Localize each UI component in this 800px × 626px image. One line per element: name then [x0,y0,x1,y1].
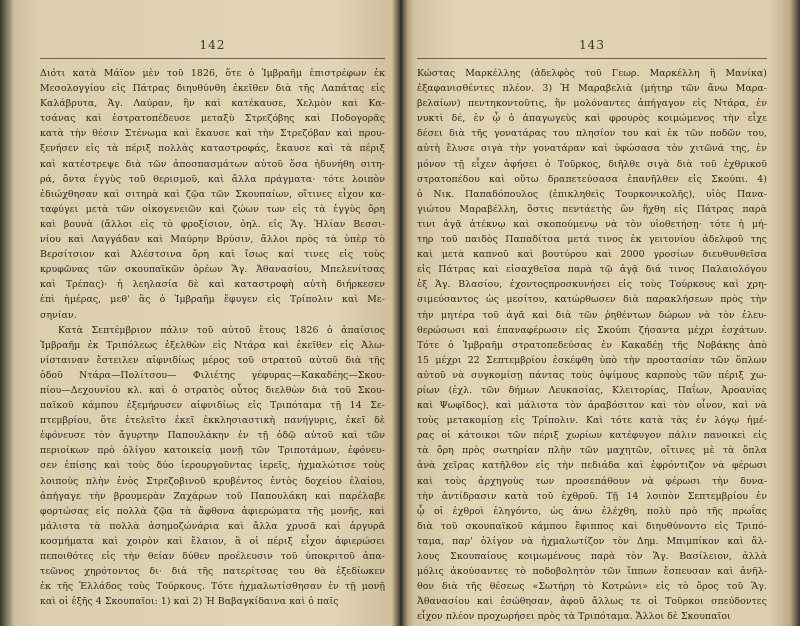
text-line: εἰς Πάτρας καὶ εἰσαχθεῖσα παρὰ τῷ ἀγᾷ διά τινος Παλαιολόγου [417,264,767,276]
text-line: κρυφῶνας τῶν σκουπαϊκῶν ὀρέων Ἅγ. Ἀθανασίου, Μπελενίτσας [40,264,385,276]
text-line: ἐπὶ ἡμέρας, μεθ' ἃς ὁ Ἰμβραῆμ ἔφυγεν εἰς Τρίπολιν καὶ Με- [40,294,385,306]
text-line: Κώστας Μαρκέλλης (ἀδελφὸς τοῦ Γεωρ. Μαρκέλλη ἢ Μανίκα) [417,68,767,79]
text-line: θον διὰ τῆς θέσεως «Σωτήρη τὸ Κοτρώνι» εἰς τὸ ὄρος τοῦ Ἅγ. [417,581,767,593]
text-line: φορτώσας εἰς πολλὰ ζῷα τὰ ἄφθονα ἀφιερώματα τῆς μονῆς, καὶ [40,505,385,517]
text-line: δέσει διὰ τῆς γονατάρας του πλησίον του καὶ ἐκ τῶν ποδῶν του, [417,128,767,140]
page-number: 143 [579,38,605,52]
text-line: Ἀθανασίου καὶ ἐσώθησαν, ἀφοῦ ἄλλως τε οἱ Τοῦρκοι σπεύδοντες [417,596,767,608]
text-line: καὶ Ψωφῖδος), καὶ μάλιστα τὸν ἀραβόσιτον καὶ τὸν οἶνον, καὶ νὰ [417,400,767,412]
text-line: λοιποὺς πλὴν ἐνὸς Στρεζοβινοῦ κρυβέντος ἐντὸς δοχείου ἐλαίου, [40,475,385,487]
left-page [40,0,385,626]
text-line: Βερσίτσιον καὶ Ἀλέστσινα ὄρη καὶ ἴσως καί τινες εἰς τοὺς [40,249,385,261]
text-line: βελαίων) πεντηκοντοῦτις, ἣν μολόναντες ἀπήγαγον εἰς Ντάρα, ἐν [417,98,767,110]
text-line: ἐξαφανισθέντες πλέον. 3) Ἡ Μαραβελιὰ (μήτηρ τῶν ἄνω Μαρα- [417,83,767,95]
text-line: Μεσολογγίου εἰς Πάτρας διηυθύνθη ἐκεῖθεν διὰ τῆς Λαπάτας εἰς [40,83,385,95]
text-line: ὁ Νικ. Παπαδόπουλος (ἐπικληθεὶς Τουρκονικολῆς), υἱὸς Πανα- [417,188,767,200]
text-line: περιοίκων πρὸ ὀλίγου κατοικείᾳ μονῇ τῶν Τριποτάμων, ἐφόνευ- [40,445,385,457]
text-line: νίου καὶ Λαγγάδαν καὶ Μαύρην Βρύσιν, ἄλλοι πρὸς τὰ ὑπὲρ τὸ [40,234,385,246]
text-line: ρά, ὄντα ἐγγὺς τοῦ θερισμοῦ, καὶ ἄλλα πράγματα· τότε λοιπὸν [40,173,385,185]
text-line: εἶχον πλέον προχωρήσει πρὸς τὰ Τριπόταμα. Ἄλλοι δὲ Σκουπαῖοι [417,611,731,623]
text-line: ἐξ Ἁγ. Βλασίου, ἐχοντοςπροσκυνήσει εἰς τοὺς Τούρκους καὶ χρη- [417,279,767,291]
text-line: Διότι κατὰ Μάϊον μὲν τοῦ 1826, ὅτε ὁ Ἰμβραῆμ ἐπιστρέφων ἐκ [40,68,385,79]
text-line: καὶ μετὰ καπνοῦ καὶ βουτύρου καὶ 2000 γροσίων διευθυνθεῖσα [417,249,767,261]
text-line: ἀνὰ χεῖρας κατῆλθον εἰς τὴν πεδιάδα καὶ ἐφρόντιζον νὰ φέρωσι [417,460,767,472]
text-line: τσάνας καὶ ἐστρατοπέδευσε μεταξὺ Στρεζόβης καὶ Ποδογορᾶς [40,113,385,125]
text-line: θερώσωσι καὶ ἐπαναφέρωσιν εἰς Σκούπι ζήσαντα μέχρι ἐσχάτων. [417,324,767,336]
text-line: Τότε ὁ Ἰμβραῆμ στρατοπεδεύσας ἐν Κακαδέῃ τῆς Νοβάκης ἀπὸ [417,339,767,351]
text-line: τὰ ὄρη πρὸς σωτηρίαν πλὴν τῶν μαχητῶν, οἵτινες μὲ τὰ ὅπλα [417,445,767,457]
text-line: μόνον τῇ εἶχεν ἀφήσει ὁ Τοῦρκος, διῆλθε σιγὰ διὰ τοῦ ἐχθρικοῦ [417,158,767,170]
text-line: τὴν μητέρα τοῦ ἀγᾶ καὶ διὰ τῶν ῥηθέντων δώρων νὰ τὸν ἐλευ- [417,309,767,321]
text-line: τινι ἀγᾷ ἀτέκνῳ καὶ σκοπούμενῳ νὰ τὸν υἱοθετήσῃ· τότε ἡ μή- [417,218,767,230]
page-text [417,66,767,624]
text-line: νίσταιναν ἔστειλεν αἰφνιδίως μέρος τοῦ στρατοῦ αὐτοῦ διὰ τῆς [40,354,385,366]
header-rule [417,58,767,59]
text-line: καὶ τοὺς ἀρχηγοὺς των προσεπάθουν νὰ φέρωσι τὴν δυνα- [417,475,767,487]
text-line: γιώτου Μαραβέλλη, ὅστις πεντάετὴς ὢν ἤχθη εἰς Πάτρας παρὰ [417,203,767,215]
text-line: καὶ βουνὰ (ἄλλοι εἰς τὸ φροξίσιον, ὀηλ. εἰς Ἅγ. Ἠλίαν Βεσσι- [40,218,385,230]
text-line: τεῶνος χηρότοντος δι· διὰ τῆς πατερίτσας του θὰ ἐξεδίωκεν [40,566,385,578]
text-line: κοσμήματα καὶ χοιρὸν καὶ ἔλαιον, ἃ οἱ πέριξ εἶχον ἀφιερώσει [40,535,385,547]
text-line: πεποιθότες εἰς τὴν θείαν δύθεν προέλευσιν τοῦ ὑποκριτοῦ ἀπα- [40,551,385,562]
text-line: Καλάβρυτα, Ἁγ. Λαύραν, ἣν καὶ κατέκαυσε, Χελμὸν καὶ Κα- [40,98,385,110]
text-line: σεν ἐπίσης καὶ τοὺς δύο ἱερουργοῦντας ἱερεῖς, ἠχμαλώτισε τοὺς [40,460,385,472]
page-text [40,66,385,609]
text-line: πίου—Δεχουνίου κλ. καὶ ὁ στρατὸς οὗτος διελθὼν διὰ τοῦ Σκου- [40,384,385,396]
book-gutter [392,0,408,626]
text-line: 15 μέχρι 22 Σεπτεμβρίου ἐσκέφθη ὑπὸ τὴν προστασίαν τῶν ὅπλων [417,354,767,366]
text-line: λους Σκουπαίους κοιμωμένους παρὰ τὸν Ἅγ. Βασίλειον, ἀλλὰ [417,551,767,562]
text-line: Κατὰ Σεπτέμβριον πάλιν τοῦ αὐτοῦ ἔτους 1826 ὁ ἀπαίσιος [58,324,385,336]
text-line: ρίων (ἐχλ. τῶν δήμων Λευκασίας, Κλειτορίας, Παΐων, Ἀροανίας [417,384,767,396]
text-line: καὶ κατέστρεψε διὰ τῶν ἀποσπασμάτων αὐτοῦ ὅσα ἠδυνήθη σιτη- [40,158,385,170]
text-line: ταμα, παρ' ὀλίγον νὰ ἠχμαλωτίζον τὸν Δημ. Μπιμπίκον καὶ ἄλ- [417,535,767,547]
text-line: πτεμβρίου, ὅτε ἐτελεῖτο ἐκεῖ ἐκκλησιαστικὴ πανήγυρις, ἐκεῖ δὲ [40,415,385,427]
page-number: 142 [199,38,226,52]
text-line: τοὺς μετακομίσῃ εἰς Τρίπολιν. Καὶ τότε κατὰ τὰς ἐν λόγῳ ἡμέ- [417,415,767,427]
text-line: ταφύγει μετὰ τῶν οἰκογενειῶν καὶ ζώων των εἰς τὰ ἐγγὺς ὄρη [40,203,385,215]
text-line: ἐδιώχθησαν καὶ σιτηρὰ καὶ ζῷα τῶν Σκουπαίων, οἵτινες εἶχον κα- [40,188,385,200]
text-line: μάλιστα τὰ πολλὰ ἀσημοζώνάρια καὶ ἄλλα χρυσᾶ καὶ ἀργυρᾶ [40,520,385,532]
text-line: διὰ τοῦ σκουπαϊκοῦ κάμπου ἔφιππος καὶ διηυθύνοντο εἰς Τριπό- [417,520,767,532]
text-line: αὐτὴ ἔλυσε σιγὰ τὴν γονατάραν καὶ ὑφώσασα τὸν χιτῶνά της, ἐν [417,143,767,155]
text-line: κατὰ τὴν θέσιν Στένωμα καὶ ἔκαυσε καὶ τὴν Στρεζόβαν καὶ πρου- [40,128,385,140]
text-line: ὁδοῦ Ντάρα—Πολίτσου— Φιλιέτης γέφυρας—Κακαδέης—Σκου- [40,369,385,381]
text-line: ᾧ οἱ ἐχθροὶ ἐληγόντο, ὡς ἀνω ἐλέχθη, πολὺ πρὸ τῆς πρωΐας [417,505,767,517]
text-line: παϊκοῦ κάμπου ἐξεμήρυσεν αἰφνιδίως εἰς Τριπόταμα τῇ 14 Σε- [40,400,385,412]
text-line: ρας οἱ κάτοικοι τῶν πέριξ χωρίων κατέφυγον πάλιν πανοικεὶ εἰς [417,430,767,442]
right-page [417,0,767,626]
text-line: αὐτοῦ νὰ συγκομίσῃ πάντας τοὺς ὀψίμους καρποὺς τῶν πέριξ χω- [417,369,767,381]
text-line: νυκτὶ δέ, ἐν ᾧ ὁ ἀπαγωγεὺς καὶ φρουρὸς κοιμώμενος τὴν εἶχε [417,113,767,125]
text-line: ἐφόνευσε τὸν ἄγυρτην Παπουλάκην ἐν τῇ ὁδῷ αὐτοῦ καὶ τῶν [40,430,385,442]
header-rule [40,58,385,59]
text-line: μόλις ἀκούσαντες τὸ ποδοβολητὸν τῶν ἵππων ἔσπευσαν καὶ ἀνῆλ- [417,566,767,578]
text-line: τὴν ἀντίδρασιν κατὰ τοῦ ἐχθροῦ. Τῇ 14 λοιπὸν Σεπτεμβρίου ἐν [417,490,767,502]
text-line: σιμεύσαντος ὡς μεσίτου, κατώρθωσεν διὰ παρακλήσεων πρὸς τὴν [417,294,767,306]
text-line: ξενήσεν εἰς τὰ πέριξ πολλὰς καταστροφάς, ἔκαυσε καὶ τὰ πέριξ [40,143,385,155]
text-line: σηνίαν. [40,309,77,321]
text-line: ἀπήγαγε τὴν βρουμερὰν Ζαχάρων τοῦ Παπουλάκη καὶ παρέλαβε [40,490,385,502]
text-line: στρατοπέδου καὶ οὕτω δραπετεύσασα ἐπανῆλθεν εἰς Σκούπι. 4) [417,173,767,185]
text-line: ἐκ τῆς Ἑλλάδος τοὺς Τούρκους. Τότε ἠχμαλωτίσθησαν ἐν τῇ μονῇ [40,581,385,593]
text-line: Ἰμβραῆμ ἐκ Τριπόλεως ἐξελθὼν εἰς Ντάρα καὶ ἐκεῖθεν εἰς Ἀλω- [40,339,385,351]
text-line: καὶ Τρέπας)· ἡ λεηλασία δὲ καὶ καταστροφὴ αὐτὴ διήρκεσεν [40,279,385,291]
text-line: καὶ οἱ ἑξῆς 4 Σκουπαῖοι: 1) καὶ 2) Ἡ Βαβαγκίδαινα καὶ ὁ παῖς [40,596,339,608]
text-line: τηρ τοῦ παιδὸς Παπαδίτσα μετά τινος ἐκ γειτονίου ἀδελφοῦ της [417,234,767,246]
